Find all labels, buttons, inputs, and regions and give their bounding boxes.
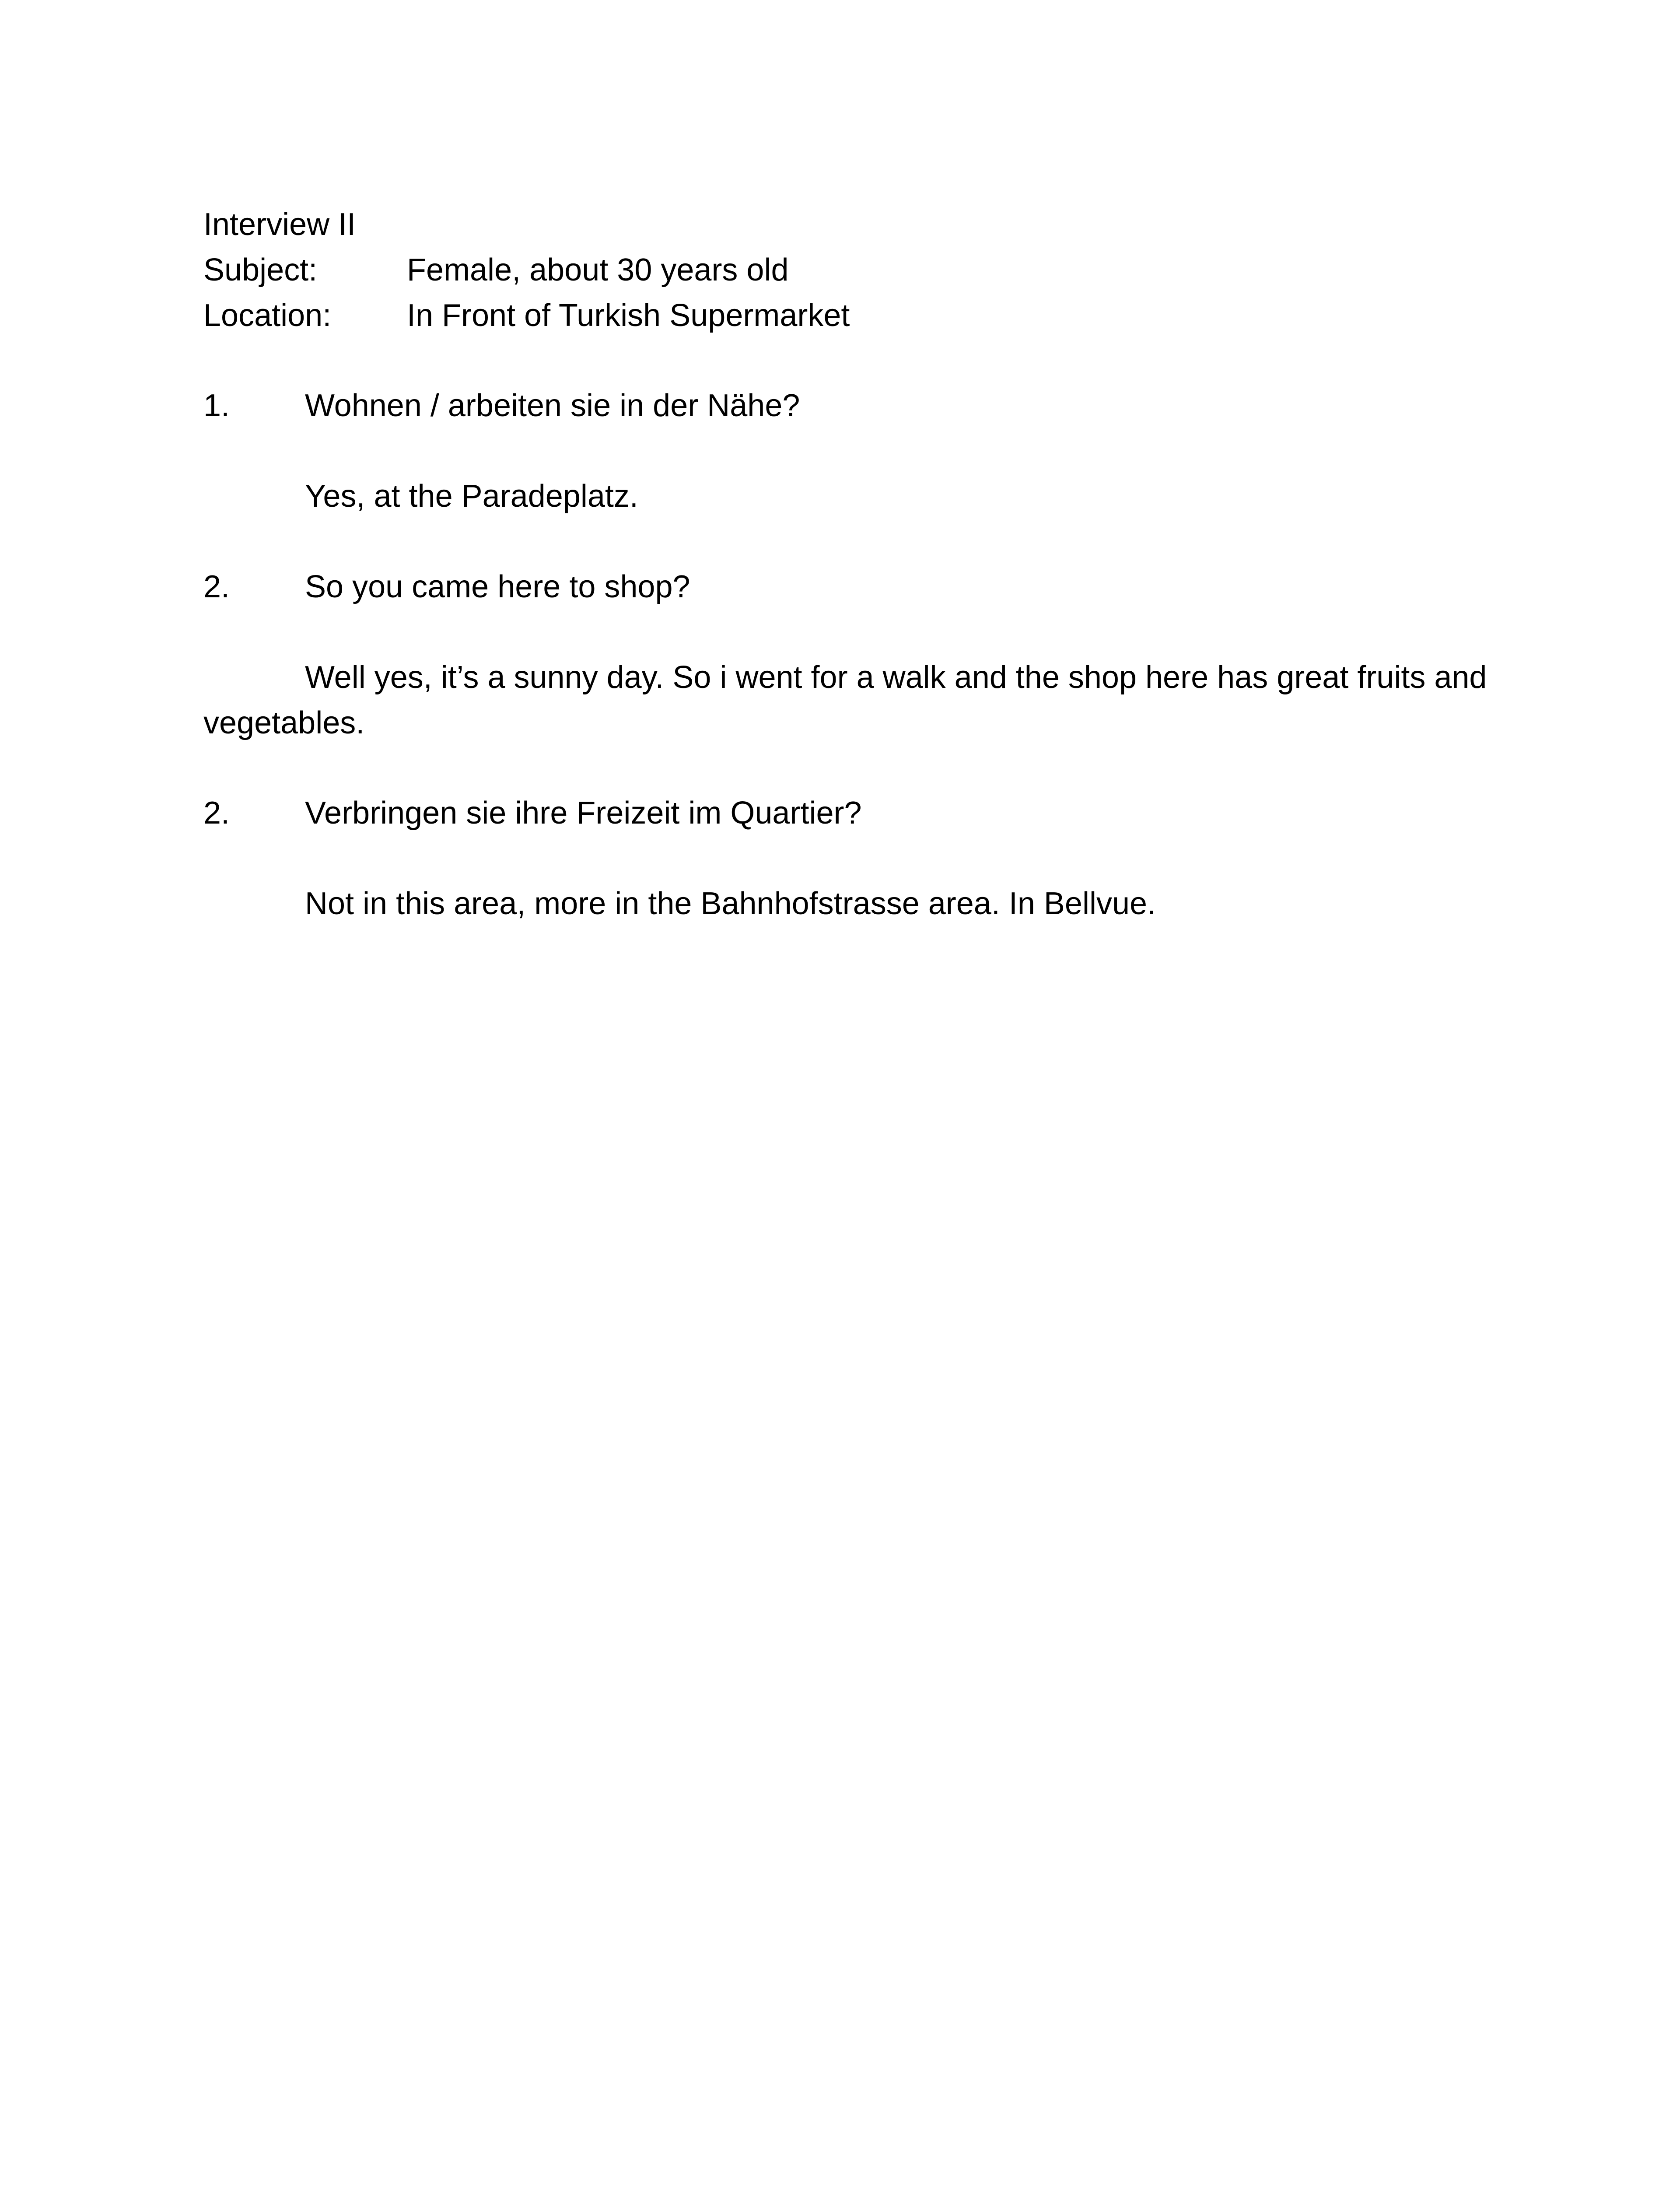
location-value: In Front of Turkish Supermarket — [407, 298, 850, 333]
question-number: 2. — [203, 569, 230, 604]
subject-label: Subject: — [203, 252, 318, 288]
question-text: Wohnen / arbeiten sie in der Nähe? — [305, 388, 800, 423]
location-label: Location: — [203, 298, 332, 333]
answer-text: Well yes, it’s a sunny day. So i went for a walk and the shop here has great fruits and — [305, 660, 1487, 695]
question-number: 2. — [203, 796, 230, 831]
subject-value: Female, about 30 years old — [407, 252, 789, 288]
answer-text: Not in this area, more in the Bahnhofstrasse area. In Bellvue. — [305, 886, 1156, 921]
question-number: 1. — [203, 388, 230, 423]
question-text: Verbringen sie ihre Freizeit im Quartier? — [305, 796, 862, 831]
answer-text-continuation: vegetables. — [203, 705, 365, 740]
interview-title: Interview II — [203, 207, 356, 242]
answer-text: Yes, at the Paradeplatz. — [305, 479, 638, 514]
question-text: So you came here to shop? — [305, 569, 690, 604]
